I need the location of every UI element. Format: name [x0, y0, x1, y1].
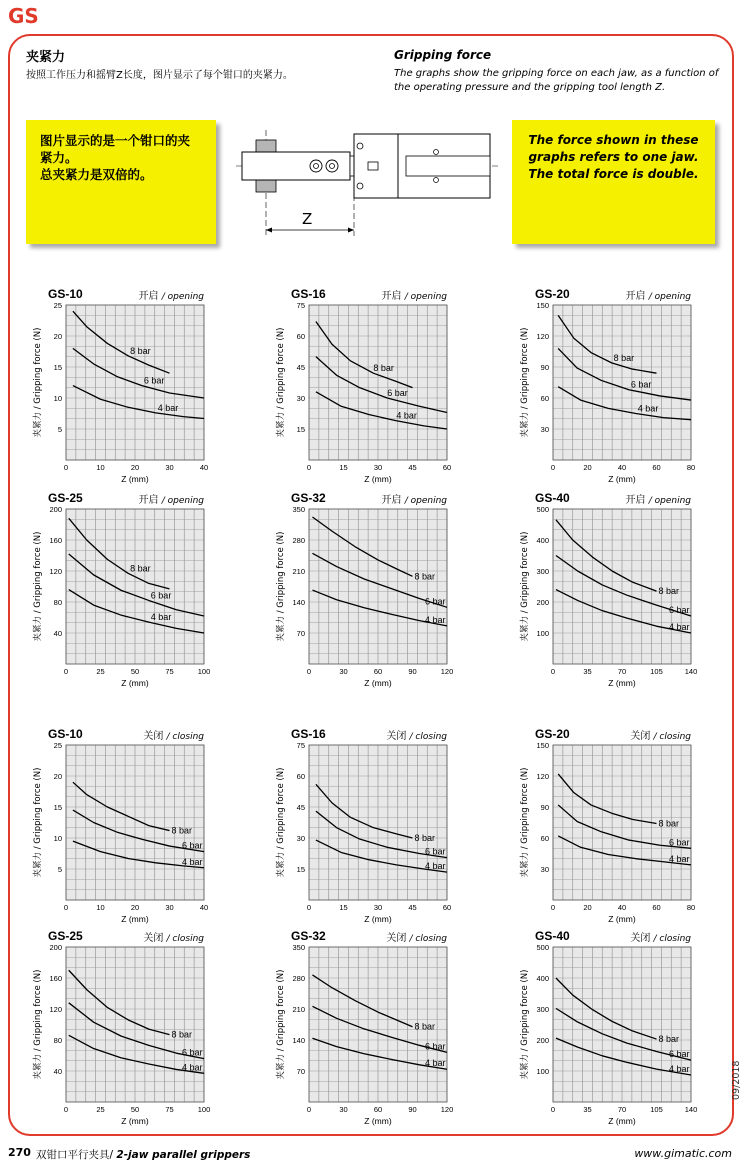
x-tick-label: 25 [96, 667, 105, 676]
y-tick-label: 160 [49, 536, 62, 545]
y-tick-label: 25 [53, 741, 62, 750]
x-axis-label: Z (mm) [364, 678, 392, 688]
mode-en: / opening [161, 292, 204, 302]
x-tick-label: 90 [408, 1105, 417, 1114]
series-label: 4 bar [669, 1064, 690, 1075]
y-axis-label: 夹紧力 / Gripping force (N) [33, 767, 43, 878]
x-tick-label: 30 [339, 667, 348, 676]
chart-title: GS-16 [291, 727, 326, 741]
intro-en-title: Gripping force [394, 48, 492, 62]
y-tick-label: 100 [536, 1067, 549, 1076]
y-tick-label: 200 [49, 943, 62, 952]
x-tick-label: 75 [165, 667, 174, 676]
series-label: 6 bar [669, 1049, 690, 1060]
y-tick-label: 120 [536, 332, 549, 341]
note-cn-line2: 总夹紧力是双倍的。 [40, 167, 153, 182]
series-label: 6 bar [387, 388, 408, 398]
y-tick-label: 350 [292, 943, 305, 952]
series-label: 4 bar [669, 853, 690, 864]
y-tick-label: 30 [296, 834, 305, 843]
series-label: 4 bar [637, 403, 659, 414]
y-tick-label: 10 [53, 834, 62, 843]
chart-gs-16-opening [275, 287, 451, 484]
chart-title: GS-32 [291, 491, 326, 505]
series-label: 8 bar [130, 345, 151, 356]
mode-cn: 开启 [625, 291, 649, 302]
chart-gs-10-opening [32, 287, 208, 484]
mode-en: / closing [653, 732, 691, 742]
y-axis-label: 夹紧力 / Gripping force (N) [276, 531, 286, 642]
series-label: 8 bar [414, 1021, 436, 1032]
series-label: 4 bar [182, 856, 203, 867]
x-tick-label: 120 [440, 1105, 454, 1114]
chart-mode-label [143, 931, 204, 944]
x-tick-label: 10 [96, 903, 105, 912]
chart-title: GS-10 [48, 287, 83, 301]
x-tick-label: 45 [408, 903, 417, 912]
mode-cn: 开启 [381, 291, 405, 302]
x-tick-label: 0 [550, 903, 556, 912]
series-label: 4 bar [182, 1062, 203, 1073]
series-label: 8 bar [658, 818, 680, 829]
y-tick-label: 75 [296, 301, 305, 310]
y-axis-label: 夹紧力 / Gripping force (N) [33, 327, 43, 438]
x-tick-label: 20 [130, 463, 140, 472]
x-tick-label: 120 [440, 667, 454, 676]
x-tick-label: 40 [617, 463, 627, 472]
x-axis-label: Z (mm) [121, 914, 149, 924]
x-tick-label: 45 [408, 463, 417, 472]
y-tick-label: 120 [49, 567, 62, 576]
x-axis-label: Z (mm) [608, 914, 636, 924]
chart-gs-32-opening [275, 491, 453, 688]
series-label: 4 bar [157, 402, 179, 413]
x-tick-label: 140 [684, 1105, 698, 1114]
x-tick-label: 0 [550, 1105, 556, 1114]
y-tick-label: 300 [536, 567, 549, 576]
x-tick-label: 0 [306, 463, 312, 472]
y-axis-label: 夹紧力 / Gripping force (N) [33, 969, 43, 1080]
chart-gs-25-opening [32, 491, 210, 688]
footer-product-line [36, 1147, 250, 1162]
y-tick-label: 30 [296, 394, 305, 403]
y-tick-label: 40 [53, 629, 62, 638]
y-tick-label: 210 [292, 1005, 305, 1014]
x-tick-label: 0 [306, 667, 312, 676]
series-label: 4 bar [396, 410, 417, 421]
y-axis-label: 夹紧力 / Gripping force (N) [276, 767, 286, 878]
y-tick-label: 25 [53, 301, 62, 310]
series-label: 8 bar [373, 363, 394, 374]
y-tick-label: 350 [292, 505, 305, 514]
mode-en: / opening [404, 292, 447, 302]
x-tick-label: 100 [197, 1105, 211, 1114]
chart-mode-label [139, 289, 205, 302]
mode-en: / closing [409, 934, 447, 944]
footer-page-number: 270 [8, 1146, 31, 1159]
footer-text-cn: 双钳口平行夹具/ [36, 1149, 114, 1161]
x-tick-label: 80 [686, 903, 696, 912]
y-tick-label: 150 [536, 741, 549, 750]
series-label: 6 bar [143, 375, 165, 386]
series-label: 8 bar [171, 1029, 193, 1040]
chart-gs-32-closing [275, 929, 453, 1126]
mode-cn: 关闭 [143, 933, 167, 944]
mode-en: / opening [648, 496, 691, 506]
y-tick-label: 60 [296, 332, 305, 341]
chart-mode-label [386, 931, 447, 944]
y-tick-label: 30 [540, 425, 549, 434]
x-axis-label: Z (mm) [608, 678, 636, 688]
intro-cn-title: 夹紧力 [26, 50, 66, 65]
series-label: 4 bar [669, 622, 690, 632]
chart-title: GS-25 [48, 491, 83, 505]
y-tick-label: 45 [296, 803, 305, 812]
x-tick-label: 0 [550, 667, 556, 676]
x-axis-label: Z (mm) [608, 474, 636, 484]
series-label: 4 bar [425, 1058, 446, 1069]
chart-gs-40-closing [519, 929, 697, 1126]
series-label: 6 bar [669, 604, 690, 615]
y-tick-label: 45 [296, 363, 305, 372]
series-label: 6 bar [425, 1041, 446, 1052]
chart-mode-label [626, 493, 692, 506]
chart-mode-label [382, 493, 448, 506]
chart-title: GS-10 [48, 727, 83, 741]
x-tick-label: 0 [306, 1105, 312, 1114]
x-tick-label: 70 [617, 1105, 627, 1114]
x-tick-label: 0 [63, 667, 69, 676]
mode-en: / closing [409, 732, 447, 742]
y-tick-label: 5 [57, 425, 62, 434]
mode-en: / opening [404, 496, 447, 506]
y-tick-label: 10 [53, 394, 62, 403]
y-tick-label: 15 [296, 425, 305, 434]
mode-cn: 开启 [625, 495, 649, 506]
y-tick-label: 70 [296, 1067, 305, 1076]
mode-en: / opening [161, 496, 204, 506]
y-axis-label: 夹紧力 / Gripping force (N) [520, 767, 530, 878]
y-axis-label: 夹紧力 / Gripping force (N) [33, 531, 43, 642]
mode-cn: 开启 [381, 495, 405, 506]
intro-en-text: The graphs show the gripping force on each jaw, as a function of the operating pressure and the gripping tool length Z. [394, 68, 719, 93]
x-tick-label: 0 [63, 1105, 69, 1114]
note-en-line2: The total force is double. [528, 167, 699, 181]
x-tick-label: 30 [373, 903, 383, 912]
x-tick-label: 15 [339, 463, 348, 472]
x-tick-label: 60 [652, 463, 661, 472]
y-tick-label: 140 [292, 598, 305, 607]
y-tick-label: 300 [536, 1005, 549, 1014]
chart-gs-10-closing [32, 727, 208, 924]
y-tick-label: 90 [540, 803, 549, 812]
chart-gs-20-opening [519, 287, 695, 484]
x-axis-label: Z (mm) [608, 1116, 636, 1126]
series-label: 6 bar [669, 837, 690, 848]
y-tick-label: 140 [292, 1036, 305, 1045]
note-en-line1: The force shown in these graphs refers to one jaw. [528, 133, 699, 164]
x-tick-label: 10 [96, 463, 105, 472]
y-tick-label: 500 [536, 505, 549, 514]
y-tick-label: 75 [296, 741, 305, 750]
y-tick-label: 15 [296, 865, 305, 874]
chart-title: GS-20 [535, 727, 570, 741]
chart-mode-label [630, 729, 691, 742]
y-tick-label: 30 [540, 865, 549, 874]
y-tick-label: 120 [49, 1005, 62, 1014]
x-tick-label: 0 [63, 463, 69, 472]
note-cn-line1: 图片显示的是一个钳口的夹紧力。 [40, 133, 191, 165]
y-tick-label: 60 [296, 772, 305, 781]
x-tick-label: 40 [199, 463, 209, 472]
mode-en: / opening [648, 292, 691, 302]
x-tick-label: 0 [63, 903, 69, 912]
x-tick-label: 20 [583, 463, 592, 472]
series-label: 6 bar [630, 379, 652, 390]
x-tick-label: 20 [583, 903, 592, 912]
chart-title: GS-32 [291, 929, 326, 943]
y-axis-label: 夹紧力 / Gripping force (N) [520, 969, 530, 1080]
chart-title: GS-16 [291, 287, 326, 301]
y-tick-label: 60 [540, 394, 549, 403]
series-label: 6 bar [182, 840, 203, 851]
y-tick-label: 280 [292, 974, 305, 983]
x-axis-label: Z (mm) [364, 1116, 392, 1126]
x-tick-label: 0 [550, 463, 556, 472]
y-tick-label: 400 [536, 536, 549, 545]
y-tick-label: 100 [536, 629, 549, 638]
x-tick-label: 60 [373, 667, 383, 676]
chart-title: GS-25 [48, 929, 83, 943]
chart-mode-label [139, 493, 205, 506]
x-tick-label: 100 [197, 667, 211, 676]
chart-title: GS-20 [535, 287, 570, 301]
chart-mode-label [386, 729, 447, 742]
y-tick-label: 15 [53, 363, 62, 372]
y-tick-label: 80 [53, 1036, 62, 1045]
mode-cn: 关闭 [143, 731, 167, 742]
series-label: 6 bar [425, 596, 446, 607]
y-axis-label: 夹紧力 / Gripping force (N) [520, 531, 530, 642]
x-tick-label: 140 [684, 667, 698, 676]
series-label: 8 bar [658, 1034, 680, 1045]
y-tick-label: 200 [49, 505, 62, 514]
y-tick-label: 15 [53, 803, 62, 812]
footer-date: 09/2018 [731, 1060, 742, 1100]
x-tick-label: 30 [165, 903, 174, 912]
x-tick-label: 60 [442, 463, 452, 472]
x-tick-label: 60 [442, 903, 452, 912]
mode-en: / closing [166, 732, 204, 742]
y-tick-label: 160 [49, 974, 62, 983]
y-tick-label: 5 [57, 865, 62, 874]
footer-url-link[interactable]: www.gimatic.com [634, 1147, 732, 1160]
mode-cn: 关闭 [630, 731, 654, 742]
x-tick-label: 60 [373, 1105, 383, 1114]
mode-en: / closing [166, 934, 204, 944]
x-axis-label: Z (mm) [121, 1116, 149, 1126]
series-label: 4 bar [425, 861, 446, 872]
y-axis-label: 夹紧力 / Gripping force (N) [520, 327, 530, 438]
x-tick-label: 0 [306, 903, 312, 912]
series-label: 4 bar [425, 614, 446, 625]
series-label: 6 bar [425, 846, 446, 857]
series-label: 8 bar [414, 571, 436, 582]
x-axis-label: Z (mm) [121, 474, 149, 484]
y-tick-label: 40 [53, 1067, 62, 1076]
chart-mode-label [382, 289, 448, 302]
series-label: 8 bar [414, 833, 436, 843]
x-tick-label: 30 [373, 463, 383, 472]
footer-text-en: 2-jaw parallel grippers [116, 1149, 251, 1161]
series-label: 6 bar [150, 590, 172, 601]
y-tick-label: 200 [536, 1036, 549, 1045]
chart-mode-label [626, 289, 692, 302]
page-title: GS [8, 4, 39, 28]
series-label: 8 bar [613, 352, 635, 363]
y-tick-label: 150 [536, 301, 549, 310]
diagram-z-label: Z [302, 210, 313, 228]
chart-mode-label [143, 729, 204, 742]
chart-mode-label [630, 931, 691, 944]
y-tick-label: 60 [540, 834, 549, 843]
series-label: 4 bar [150, 612, 172, 623]
series-label: 8 bar [658, 586, 680, 597]
x-tick-label: 40 [199, 903, 209, 912]
y-axis-label: 夹紧力 / Gripping force (N) [276, 969, 286, 1080]
mode-cn: 开启 [138, 291, 162, 302]
series-label: 6 bar [182, 1047, 203, 1058]
y-tick-label: 80 [53, 598, 62, 607]
y-tick-label: 500 [536, 943, 549, 952]
mode-cn: 关闭 [630, 933, 654, 944]
chart-gs-40-opening [519, 491, 697, 688]
x-tick-label: 105 [650, 667, 663, 676]
chart-gs-16-closing [275, 727, 451, 924]
x-tick-label: 80 [686, 463, 696, 472]
x-tick-label: 30 [165, 463, 174, 472]
x-tick-label: 50 [130, 667, 140, 676]
y-tick-label: 280 [292, 536, 305, 545]
mode-cn: 开启 [138, 495, 162, 506]
y-tick-label: 90 [540, 363, 549, 372]
mode-en: / closing [653, 934, 691, 944]
x-tick-label: 60 [652, 903, 661, 912]
mode-cn: 关闭 [386, 933, 410, 944]
x-tick-label: 40 [617, 903, 627, 912]
x-axis-label: Z (mm) [364, 474, 392, 484]
chart-gs-25-closing [32, 929, 210, 1126]
y-tick-label: 20 [53, 772, 62, 781]
y-tick-label: 200 [536, 598, 549, 607]
intro-cn-text: 按照工作压力和摇臂Z长度，图片显示了每个钳口的夹紧力。 [26, 70, 293, 81]
y-axis-label: 夹紧力 / Gripping force (N) [276, 327, 286, 438]
x-tick-label: 35 [583, 667, 592, 676]
x-tick-label: 15 [339, 903, 348, 912]
chart-title: GS-40 [535, 929, 570, 943]
x-tick-label: 35 [583, 1105, 592, 1114]
x-tick-label: 90 [408, 667, 417, 676]
x-axis-label: Z (mm) [121, 678, 149, 688]
x-tick-label: 75 [165, 1105, 174, 1114]
mode-cn: 关闭 [386, 731, 410, 742]
y-tick-label: 210 [292, 567, 305, 576]
y-tick-label: 120 [536, 772, 549, 781]
series-label: 8 bar [171, 825, 193, 836]
x-tick-label: 30 [339, 1105, 348, 1114]
y-tick-label: 400 [536, 974, 549, 983]
x-tick-label: 70 [617, 667, 627, 676]
y-tick-label: 70 [296, 629, 305, 638]
x-tick-label: 20 [130, 903, 140, 912]
y-tick-label: 20 [53, 332, 62, 341]
chart-gs-20-closing [519, 727, 695, 924]
x-axis-label: Z (mm) [364, 914, 392, 924]
x-tick-label: 25 [96, 1105, 105, 1114]
chart-title: GS-40 [535, 491, 570, 505]
x-tick-label: 50 [130, 1105, 140, 1114]
series-label: 8 bar [130, 563, 151, 574]
x-tick-label: 105 [650, 1105, 663, 1114]
